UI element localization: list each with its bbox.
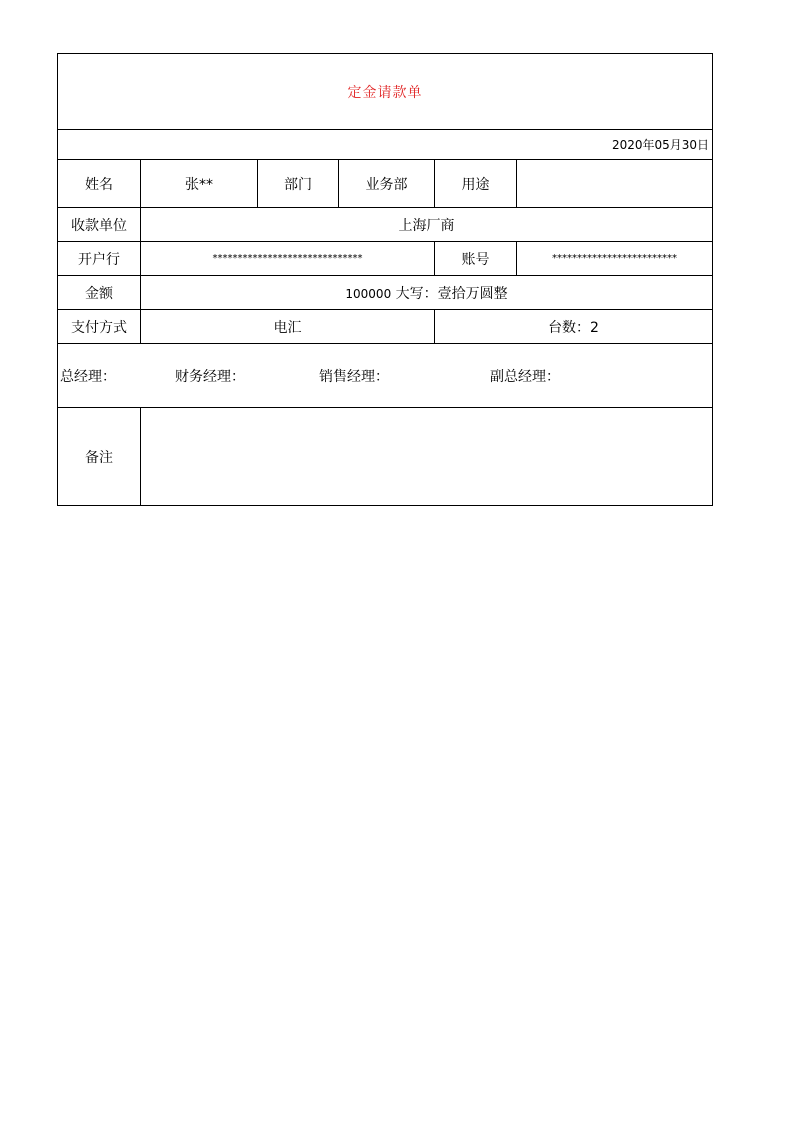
unit-count[interactable]: 台数：2 [435,310,713,344]
deputy-general-manager-signature-label: 副总经理： [490,368,560,385]
name-row [58,160,713,208]
account-value[interactable]: ************************* [517,242,713,276]
amount-value[interactable] [141,276,713,310]
payment-method-value[interactable]: 电汇 [141,310,435,344]
payment-method-label: 支付方式 [58,310,141,344]
remarks-row [58,408,713,506]
purpose-label: 用途 [435,160,517,208]
name-label: 姓名 [58,160,141,208]
department-value[interactable]: 业务部 [339,160,435,208]
form-title: 定金请款单 [58,54,713,130]
title-row [58,54,713,130]
account-label: 账号 [435,242,517,276]
amount-row [58,276,713,310]
remarks-label: 备注 [58,408,141,506]
purpose-value[interactable] [517,160,713,208]
signature-row [58,344,713,408]
remarks-value[interactable] [141,408,713,506]
name-value[interactable]: 张** [141,160,258,208]
sales-manager-signature-label: 销售经理： [319,368,389,385]
signature-cell [58,344,713,408]
bank-value[interactable]: ****************************** [141,242,435,276]
payee-row [58,208,713,242]
amount-in-words: 大写：壹拾万圆整 [395,285,508,302]
general-manager-signature-label: 总经理： [60,368,116,385]
amount-number: 100000 [345,286,392,301]
deposit-request-form [57,53,713,506]
form-date: 2020年05月30日 [58,130,713,160]
finance-manager-signature-label: 财务经理： [175,368,245,385]
bank-row [58,242,713,276]
payee-label: 收款单位 [58,208,141,242]
bank-label: 开户行 [58,242,141,276]
payee-value[interactable]: 上海厂商 [141,208,713,242]
amount-label: 金额 [58,276,141,310]
department-label: 部门 [258,160,339,208]
date-row [58,130,713,160]
payment-row [58,310,713,344]
